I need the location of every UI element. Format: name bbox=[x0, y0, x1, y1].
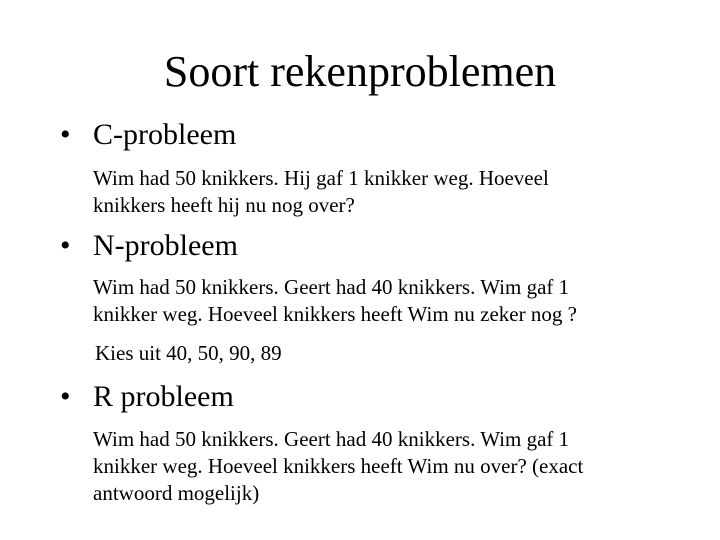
bullet-icon: • bbox=[60, 118, 71, 151]
heading-label: C-probleem bbox=[93, 118, 237, 151]
section-body-c-probleem bbox=[93, 165, 693, 219]
bullet-icon: • bbox=[60, 229, 71, 262]
choice-options-text: Kies uit 40, 50, 90, 89 bbox=[95, 341, 282, 365]
choice-options bbox=[95, 340, 695, 367]
body-line: Wim had 50 knikkers. Geert had 40 knikkers. Wim gaf 1 bbox=[93, 427, 570, 451]
body-line: Wim had 50 knikkers. Hij gaf 1 knikker weg. Hoeveel bbox=[93, 166, 549, 190]
bullet-heading-r-probleem bbox=[60, 380, 234, 414]
heading-label: N-probleem bbox=[93, 229, 238, 262]
heading-label: R probleem bbox=[93, 380, 234, 413]
bullet-icon: • bbox=[60, 380, 71, 413]
body-line: Wim had 50 knikkers. Geert had 40 knikkers. Wim gaf 1 bbox=[93, 275, 570, 299]
bullet-heading-n-probleem bbox=[60, 229, 238, 263]
body-line: antwoord mogelijk) bbox=[93, 481, 260, 505]
body-line: knikker weg. Hoeveel knikkers heeft Wim nu zeker nog ? bbox=[93, 302, 577, 326]
body-line: knikkers heeft hij nu nog over? bbox=[93, 193, 355, 217]
body-line: knikker weg. Hoeveel knikkers heeft Wim nu over? (exact bbox=[93, 454, 584, 478]
section-body-n-probleem bbox=[93, 274, 693, 328]
bullet-heading-c-probleem bbox=[60, 118, 236, 152]
slide-title: Soort rekenproblemen bbox=[163, 47, 557, 96]
section-body-r-probleem bbox=[93, 426, 693, 507]
